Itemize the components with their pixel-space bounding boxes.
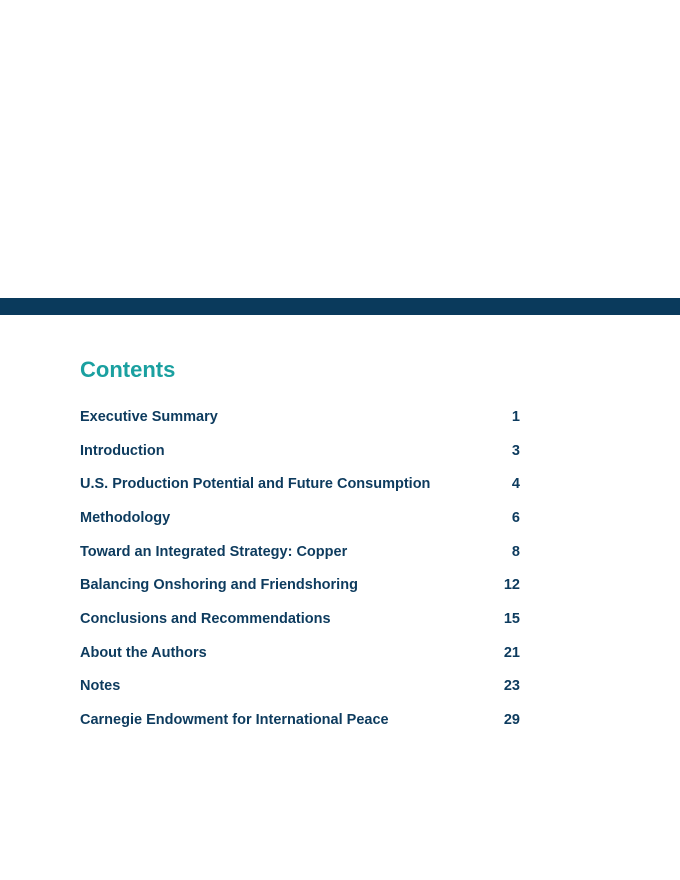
toc-entry-title: U.S. Production Potential and Future Consumption (80, 476, 431, 493)
header-band (0, 298, 680, 315)
contents-heading: Contents (80, 357, 176, 382)
toc-entry-title: Balancing Onshoring and Friendshoring (80, 577, 358, 594)
toc-entry-page: 12 (503, 577, 520, 594)
toc-entry-methodology[interactable] (80, 501, 520, 535)
toc-entry-title: Executive Summary (80, 408, 218, 425)
toc-entry-executive-summary[interactable] (80, 400, 520, 434)
toc-entry-notes[interactable] (80, 670, 520, 704)
toc-entry-page: 23 (503, 678, 520, 695)
toc-entry-page: 4 (511, 476, 520, 493)
toc-entry-carnegie-endowment[interactable] (80, 703, 520, 737)
toc-entry-onshoring-friendshoring[interactable] (80, 568, 520, 602)
toc-entry-title: Introduction (80, 442, 165, 459)
toc-entry-page: 29 (503, 712, 520, 729)
toc-entry-conclusions-recommendations[interactable] (80, 602, 520, 636)
toc-entry-page: 3 (511, 442, 520, 459)
toc-entry-title: About the Authors (80, 644, 207, 661)
toc-entry-title: Notes (80, 678, 121, 695)
toc-entry-title: Conclusions and Recommendations (80, 610, 331, 627)
toc-entry-us-production-potential[interactable] (80, 467, 520, 501)
table-of-contents (80, 400, 520, 737)
toc-entry-page: 6 (511, 509, 520, 526)
toc-entry-title: Toward an Integrated Strategy: Copper (80, 543, 348, 560)
toc-entry-page: 15 (503, 610, 520, 627)
toc-entry-page: 8 (511, 543, 520, 560)
toc-entry-title: Carnegie Endowment for International Peace (80, 712, 389, 729)
toc-entry-title: Methodology (80, 509, 171, 526)
toc-entry-introduction[interactable] (80, 434, 520, 468)
toc-entry-about-the-authors[interactable] (80, 636, 520, 670)
toc-entry-page: 1 (511, 408, 520, 425)
toc-entry-page: 21 (503, 644, 520, 661)
toc-entry-integrated-strategy-copper[interactable] (80, 535, 520, 569)
